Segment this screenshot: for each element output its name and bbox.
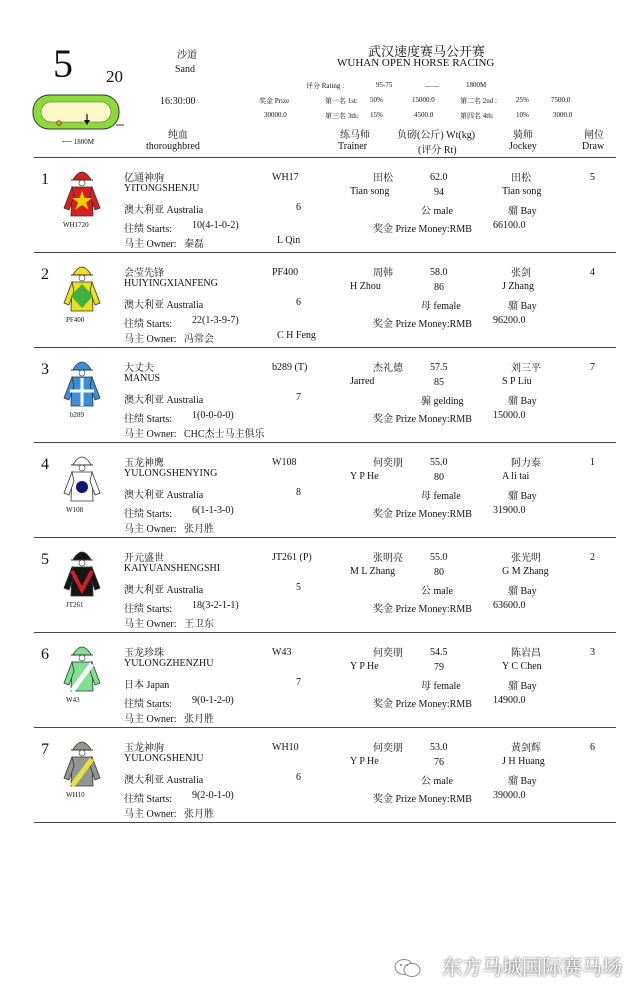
horse-color: 骝 Bay <box>508 396 537 407</box>
horse-age: 6 <box>296 772 301 783</box>
jockey-cn: 张光明 <box>511 553 541 564</box>
horse-age: 7 <box>296 392 301 403</box>
trainer-en: Jarred <box>350 376 375 387</box>
horse-prize: 31900.0 <box>493 505 526 516</box>
horse-name-cn: 会莹先锋 <box>124 268 164 279</box>
race-time: 16:30:00 <box>160 96 196 107</box>
horse-starts: 18(3-2-1-1) <box>192 600 239 611</box>
rating-label: 评分 Rating : <box>306 82 345 90</box>
prize-money-label: 奖金 Prize Money:RMB <box>373 604 472 615</box>
horse-id: WH17 <box>272 172 299 183</box>
race-distance: 1800M <box>466 81 487 89</box>
silk-code: WH1720 <box>63 221 89 229</box>
horse-name-en: YULONGZHENZHU <box>124 658 214 669</box>
horse-owner: 张月胜 <box>184 714 214 725</box>
horse-origin: 澳大利亚 Australia <box>124 775 204 786</box>
horse-number: 3 <box>41 361 49 378</box>
horse-weight: 57.5 <box>430 362 448 373</box>
prize-2nd-label: 第二名 2nd : <box>460 97 497 105</box>
trainer-en: Y P He <box>350 471 379 482</box>
horse-id: WH10 <box>272 742 299 753</box>
horse-color: 骝 Bay <box>508 776 537 787</box>
horse-draw: 7 <box>590 362 595 373</box>
jockey-en: J H Huang <box>502 756 545 767</box>
prize-3rd-val: 4500.0 <box>414 111 434 119</box>
horse-id: PF400 <box>272 267 299 278</box>
header-divider <box>34 157 616 158</box>
trainer-cn: 何奕朋 <box>373 458 403 469</box>
trainer-cn: 张明亮 <box>373 553 403 564</box>
horse-number: 5 <box>41 551 49 568</box>
horse-age: 5 <box>296 582 301 593</box>
starts-label: 往绩 Starts: <box>124 224 173 235</box>
horse-name-cn: 大丈夫 <box>124 363 154 374</box>
horse-rating: 80 <box>434 567 444 578</box>
row-divider <box>34 727 616 728</box>
horse-name-cn: 开元盛世 <box>124 553 164 564</box>
prize-1st-val: 15000.0 <box>412 96 435 104</box>
prize-money-label: 奖金 Prize Money:RMB <box>373 794 472 805</box>
silk-code: W43 <box>66 696 80 704</box>
jockey-en: S P Liu <box>502 376 532 387</box>
horse-prize: 39000.0 <box>493 790 526 801</box>
horse-starts: 22(1-3-9-7) <box>192 315 239 326</box>
horse-color: 骝 Bay <box>508 206 537 217</box>
horse-number: 7 <box>41 741 49 758</box>
horse-sex: 母 female <box>421 301 461 312</box>
horse-owner: 王卫东 <box>184 619 214 630</box>
horse-starts: 9(2-0-1-0) <box>192 790 234 801</box>
horse-weight: 53.0 <box>430 742 448 753</box>
horse-color: 骝 Bay <box>508 586 537 597</box>
horse-origin: 澳大利亚 Australia <box>124 490 204 501</box>
horse-age: 6 <box>296 297 301 308</box>
horse-name-cn: 玉龙神驹 <box>124 743 164 754</box>
starts-label: 往绩 Starts: <box>124 794 173 805</box>
horse-color: 骝 Bay <box>508 491 537 502</box>
jockey-cn: 陈岩昌 <box>511 648 541 659</box>
gray-silk-yellow-sash-icon <box>62 736 102 790</box>
trainer-en: H Zhou <box>350 281 381 292</box>
horse-sex: 公 male <box>421 586 453 597</box>
horse-rating: 86 <box>434 282 444 293</box>
trainer-en: M L Zhang <box>350 566 396 577</box>
horse-origin: 澳大利亚 Australia <box>124 395 204 406</box>
header-jockey-en: Jockey <box>509 141 537 152</box>
horse-draw: 3 <box>590 647 595 658</box>
horse-name-en: KAIYUANSHENGSHI <box>124 563 221 574</box>
surface-en: Sand <box>175 64 195 75</box>
jockey-en: Y C Chen <box>502 661 542 672</box>
silk-code: W108 <box>66 506 84 514</box>
horse-origin: 澳大利亚 Australia <box>124 205 204 216</box>
owner-label: 马主 Owner: <box>124 619 177 630</box>
horse-number: 4 <box>41 456 49 473</box>
horse-rating: 79 <box>434 662 444 673</box>
horse-name-cn: 亿通神驹 <box>124 173 164 184</box>
jockey-cn: 刘三平 <box>511 363 541 374</box>
prize-1st-pct: 50% <box>370 96 383 104</box>
horse-color: 骝 Bay <box>508 681 537 692</box>
horse-starts: 6(1-1-3-0) <box>192 505 234 516</box>
prize-4th-label: 第四名 4th: <box>460 112 494 120</box>
horse-name-cn: 玉龙珍珠 <box>124 648 164 659</box>
horse-number: 1 <box>41 171 49 188</box>
horse-name-en: HUIYINGXIANFENG <box>124 278 218 289</box>
horse-owner: 张月胜 <box>184 524 214 535</box>
rating-value: 95-75 <box>376 81 393 89</box>
arrow-left-icon: ⟵ <box>62 138 73 146</box>
row-divider <box>34 347 616 348</box>
trainer-cn: 杰礼德 <box>373 363 403 374</box>
jockey-cn: 黄剑辉 <box>511 743 541 754</box>
owner-label: 马主 Owner: <box>124 429 177 440</box>
horse-origin: 澳大利亚 Australia <box>124 300 204 311</box>
yellow-silk-green-diamond-icon <box>62 261 102 315</box>
horse-name-cn: 玉龙神鹰 <box>124 458 164 469</box>
header-rating: (评分 Rt) <box>418 145 457 156</box>
trainer-en: Y P He <box>350 756 379 767</box>
jockey-cn: 张剑 <box>511 268 531 279</box>
horse-name-en: YULONGSHENYING <box>124 468 218 479</box>
trainer-cn: 何奕朋 <box>373 648 403 659</box>
silk-code: JT261 <box>66 601 84 609</box>
jockey-cn: 田松 <box>511 173 531 184</box>
horse-weight: 54.5 <box>430 647 448 658</box>
white-silk-navy-dot-icon <box>62 451 102 505</box>
horse-id: JT261 (P) <box>272 552 312 563</box>
row-divider <box>34 442 616 443</box>
prize-3rd-pct: 15% <box>370 111 383 119</box>
horse-prize: 66100.0 <box>493 220 526 231</box>
runner-count: 20 <box>106 67 123 86</box>
row-divider <box>34 252 616 253</box>
header-weight: 负磅(公斤) Wt(kg) <box>397 130 476 141</box>
horse-age: 8 <box>296 487 301 498</box>
green-silk-white-sash-icon <box>62 641 102 695</box>
row-divider <box>34 632 616 633</box>
horse-origin: 日本 Japan <box>124 680 170 691</box>
horse-name-en: YITONGSHENJU <box>124 183 200 194</box>
watermark-text: 东方马城国际赛马场 <box>442 955 622 979</box>
row-divider <box>34 537 616 538</box>
horse-owner-en: C H Feng <box>277 330 316 341</box>
owner-label: 马主 Owner: <box>124 239 177 250</box>
prize-money-label: 奖金 Prize Money:RMB <box>373 699 472 710</box>
horse-id: b289 (T) <box>272 362 308 373</box>
horse-rating: 85 <box>434 377 444 388</box>
trainer-en: Tian song <box>350 186 390 197</box>
horse-name-en: YULONGSHENJU <box>124 753 204 764</box>
horse-draw: 4 <box>590 267 595 278</box>
horse-draw: 6 <box>590 742 595 753</box>
jockey-cn: 阿力泰 <box>511 458 541 469</box>
horse-age: 6 <box>296 202 301 213</box>
horse-rating: 94 <box>434 187 444 198</box>
trainer-en: Y P He <box>350 661 379 672</box>
black-silk-red-v-icon <box>62 546 102 600</box>
prize-4th-pct: 10% <box>516 111 529 119</box>
horse-starts: 1(0-0-0-0) <box>192 410 234 421</box>
header-jockey-cn: 骑师 <box>513 130 533 141</box>
breed-en: thoroughbred <box>146 141 200 152</box>
prize-3rd-label: 第三名 3th: <box>325 112 359 120</box>
horse-sex: 骟 gelding <box>421 396 464 407</box>
surface-cn: 沙道 <box>177 50 197 61</box>
owner-label: 马主 Owner: <box>124 809 177 820</box>
prize-4th-val: 3000.0 <box>553 111 573 119</box>
trainer-cn: 何奕朋 <box>373 743 403 754</box>
header-draw-en: Draw <box>582 141 605 152</box>
prize-2nd-pct: 25% <box>516 96 529 104</box>
track-diagram-icon <box>30 92 126 141</box>
owner-label: 马主 Owner: <box>124 714 177 725</box>
horse-prize: 63600.0 <box>493 600 526 611</box>
horse-number: 6 <box>41 646 49 663</box>
jockey-en: G M Zhang <box>502 566 549 577</box>
horse-rating: 76 <box>434 757 444 768</box>
owner-label: 马主 Owner: <box>124 334 177 345</box>
horse-weight: 58.0 <box>430 267 448 278</box>
prize-money-label: 奖金 Prize Money:RMB <box>373 414 472 425</box>
jockey-en: A li tai <box>502 471 530 482</box>
horse-prize: 96200.0 <box>493 315 526 326</box>
prize-money-label: 奖金 Prize Money:RMB <box>373 319 472 330</box>
trainer-cn: 周韩 <box>373 268 393 279</box>
starts-label: 往绩 Starts: <box>124 604 173 615</box>
horse-owner: 秦磊 <box>184 239 204 250</box>
silk-code: PF400 <box>66 316 85 324</box>
race-title-cn: 武汉速度赛马公开赛 <box>368 44 486 59</box>
red-silk-yellow-star-icon <box>62 166 102 220</box>
rating-dash: ____ <box>425 80 439 88</box>
race-title-en: WUHAN OPEN HORSE RACING <box>337 57 495 69</box>
silk-code: b289 <box>70 411 84 419</box>
header-trainer-en: Trainer <box>338 141 368 152</box>
starts-label: 往绩 Starts: <box>124 509 173 520</box>
prize-money-label: 奖金 Prize Money:RMB <box>373 509 472 520</box>
breed-cn: 纯血 <box>168 130 188 141</box>
horse-starts: 9(0-1-2-0) <box>192 695 234 706</box>
starts-label: 往绩 Starts: <box>124 699 173 710</box>
horse-origin: 澳大利亚 Australia <box>124 585 204 596</box>
prize-money-label: 奖金 Prize Money:RMB <box>373 224 472 235</box>
horse-owner: CHC杰士马主俱乐 <box>184 429 265 440</box>
horse-owner: 冯常会 <box>184 334 214 345</box>
horse-owner-en: L Qin <box>277 235 301 246</box>
horse-color: 骝 Bay <box>508 301 537 312</box>
blue-silk-white-cross-icon <box>62 356 102 410</box>
prize-2nd-val: 7500.0 <box>551 96 571 104</box>
horse-id: W108 <box>272 457 297 468</box>
trainer-cn: 田松 <box>373 173 393 184</box>
prize-1st-label: 第一名 1st: <box>325 97 358 105</box>
horse-weight: 62.0 <box>430 172 448 183</box>
horse-rating: 80 <box>434 472 444 483</box>
horse-sex: 母 female <box>421 681 461 692</box>
wechat-icon <box>393 957 423 984</box>
row-divider <box>34 822 616 823</box>
distance-label: ⟵ 1800M <box>62 138 95 146</box>
horse-sex: 公 male <box>421 206 453 217</box>
header-draw-cn: 闸位 <box>584 130 604 141</box>
owner-label: 马主 Owner: <box>124 524 177 535</box>
horse-weight: 55.0 <box>430 457 448 468</box>
horse-draw: 5 <box>590 172 595 183</box>
race-number: 5 <box>53 41 73 86</box>
horse-prize: 15000.0 <box>493 410 526 421</box>
prize-total: 30000.0 <box>264 111 287 119</box>
silk-code: WH10 <box>66 791 85 799</box>
jockey-en: J Zhang <box>502 281 534 292</box>
horse-owner: 张月胜 <box>184 809 214 820</box>
header-trainer-cn: 练马师 <box>340 130 370 141</box>
horse-number: 2 <box>41 266 49 283</box>
horse-name-en: MANUS <box>124 373 161 384</box>
jockey-en: Tian song <box>502 186 542 197</box>
starts-label: 往绩 Starts: <box>124 414 173 425</box>
horse-age: 7 <box>296 677 301 688</box>
horse-sex: 公 male <box>421 776 453 787</box>
starts-label: 往绩 Starts: <box>124 319 173 330</box>
horse-prize: 14900.0 <box>493 695 526 706</box>
horse-draw: 2 <box>590 552 595 563</box>
prize-label: 奖金 Prize <box>259 97 290 105</box>
horse-weight: 55.0 <box>430 552 448 563</box>
horse-sex: 母 female <box>421 491 461 502</box>
horse-starts: 10(4-1-0-2) <box>192 220 239 231</box>
horse-id: W43 <box>272 647 292 658</box>
horse-draw: 1 <box>590 457 595 468</box>
